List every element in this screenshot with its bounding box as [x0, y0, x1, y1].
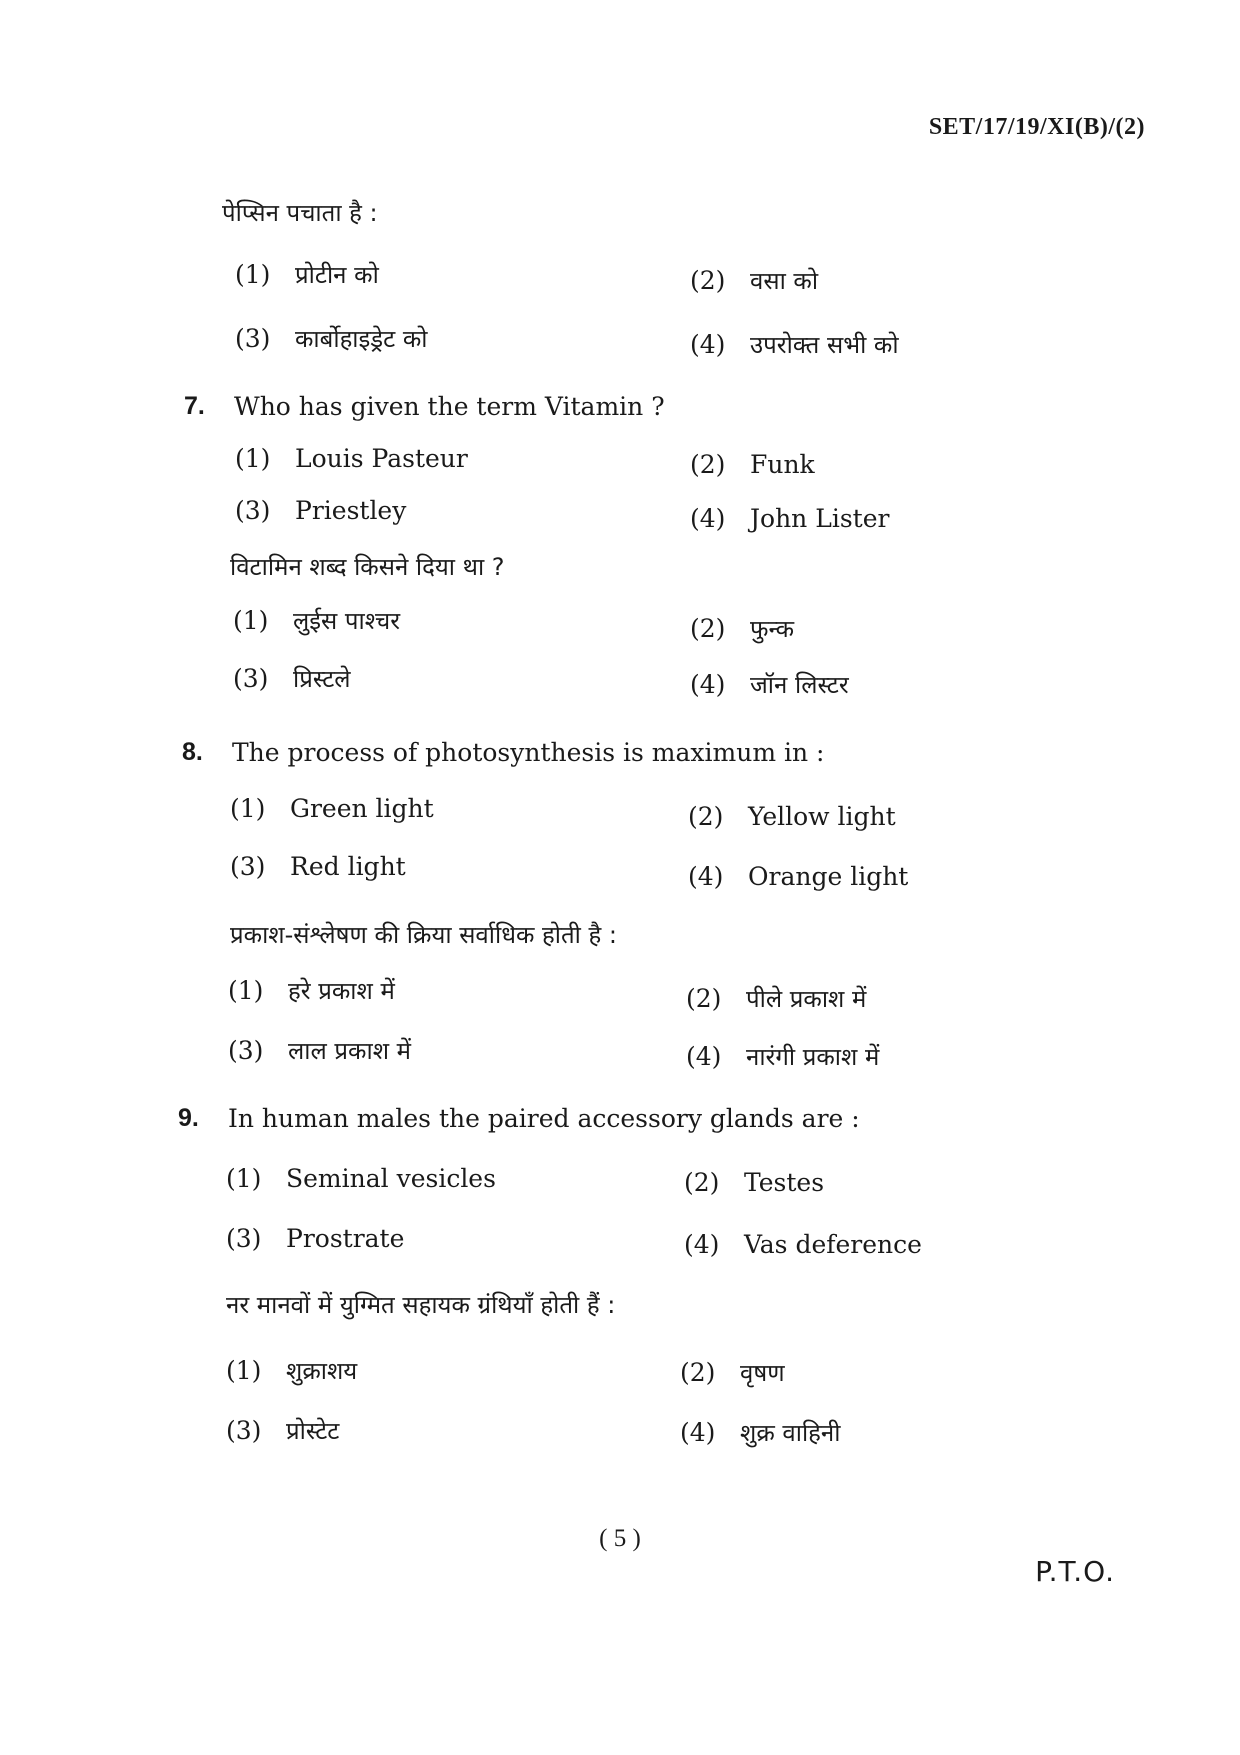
option-text: Funk — [750, 450, 815, 479]
option-number: (3) — [226, 1416, 262, 1445]
q9-hindi-option-1 — [226, 1354, 357, 1387]
q9-option-2 — [684, 1168, 824, 1197]
q7-hindi-option-2 — [690, 612, 794, 645]
option-number: (2) — [686, 984, 722, 1013]
option-number: (3) — [233, 664, 269, 693]
q8-option-2 — [688, 802, 896, 831]
option-number: (1) — [228, 976, 264, 1005]
question-text: Who has given the term Vitamin ? — [234, 392, 665, 421]
q9-hindi-option-3 — [226, 1414, 339, 1447]
option-text: Testes — [744, 1168, 825, 1197]
q7-hindi-option-4 — [690, 668, 849, 701]
option-number: (2) — [690, 266, 726, 295]
question-number: 7. — [184, 392, 205, 420]
q9-option-3 — [226, 1224, 404, 1253]
option-number: (4) — [690, 504, 726, 533]
question-text: In human males the paired accessory glands are : — [228, 1104, 860, 1133]
q9-option-4 — [684, 1230, 922, 1259]
option-text: उपरोक्त सभी को — [750, 331, 899, 359]
q9-hindi-option-4 — [680, 1416, 840, 1449]
option-text: लुईस पाश्चर — [293, 607, 401, 635]
option-text: वसा को — [750, 267, 819, 295]
option-number: (1) — [235, 260, 271, 289]
option-number: (3) — [235, 324, 271, 353]
page-number: ( 5 ) — [599, 1525, 641, 1552]
option-number: (1) — [226, 1356, 262, 1385]
option-number: (4) — [686, 1042, 722, 1071]
q7-question — [184, 392, 665, 421]
q7-hindi-question: विटामिन शब्द किसने दिया था ? — [230, 553, 505, 581]
option-text: Orange light — [748, 862, 909, 891]
option-number: (2) — [680, 1358, 716, 1387]
q8-hindi-question: प्रकाश-संश्लेषण की क्रिया सर्वाधिक होती है : — [230, 921, 617, 949]
option-text: प्रिस्टले — [293, 665, 351, 693]
option-text: नारंगी प्रकाश में — [746, 1043, 880, 1071]
option-number: (2) — [690, 450, 726, 479]
option-text: Seminal vesicles — [286, 1164, 496, 1193]
q9-hindi-question: नर मानवों में युग्मित सहायक ग्रंथियाँ होती हैं : — [226, 1291, 616, 1319]
option-number: (4) — [688, 862, 724, 891]
option-text: लाल प्रकाश में — [288, 1037, 411, 1065]
q8-hindi-option-2 — [686, 982, 866, 1015]
option-text: शुक्र वाहिनी — [740, 1419, 841, 1447]
set-code: SET/17/19/XI(B)/(2) — [928, 114, 1145, 140]
q6-hindi-option-3 — [235, 322, 428, 355]
q7-option-1 — [235, 444, 468, 473]
option-number: (3) — [226, 1224, 262, 1253]
option-number: (2) — [688, 802, 724, 831]
question-number: 8. — [182, 738, 203, 766]
q7-option-2 — [690, 450, 815, 479]
q7-option-3 — [235, 496, 406, 525]
q8-option-4 — [688, 862, 908, 891]
option-number: (2) — [690, 614, 726, 643]
option-number: (3) — [228, 1036, 264, 1065]
option-text: Yellow light — [748, 802, 896, 831]
option-text: फुन्क — [750, 615, 795, 643]
option-text: John Lister — [750, 504, 890, 533]
q6-hindi-option-4 — [690, 328, 899, 361]
q6-hindi-option-2 — [690, 264, 818, 297]
q7-hindi-option-1 — [233, 604, 400, 637]
option-text: Priestley — [295, 496, 407, 525]
option-text: पीले प्रकाश में — [746, 985, 867, 1013]
option-number: (4) — [684, 1230, 720, 1259]
option-number: (4) — [690, 670, 726, 699]
option-text: Red light — [290, 852, 406, 881]
option-number: (1) — [226, 1164, 262, 1193]
option-text: Prostrate — [286, 1224, 405, 1253]
option-text: शुक्राशय — [286, 1357, 358, 1385]
q6-hindi-option-1 — [235, 258, 379, 291]
option-text: प्रोस्टेट — [286, 1417, 340, 1445]
question-text: The process of photosynthesis is maximum in : — [232, 738, 825, 767]
option-text: Green light — [290, 794, 434, 823]
q8-question — [182, 738, 825, 767]
option-number: (3) — [230, 852, 266, 881]
q7-hindi-option-3 — [233, 662, 351, 695]
option-number: (3) — [235, 496, 271, 525]
option-number: (4) — [690, 330, 726, 359]
option-text: वृषण — [740, 1359, 785, 1387]
option-text: कार्बोहाइड्रेट को — [295, 325, 428, 353]
q7-option-4 — [690, 504, 889, 533]
q6-hindi-question: पेप्सिन पचाता है : — [222, 199, 378, 227]
option-text: Louis Pasteur — [295, 444, 468, 473]
q8-hindi-option-4 — [686, 1040, 879, 1073]
option-text: जॉन लिस्टर — [750, 671, 849, 699]
q8-hindi-option-1 — [228, 974, 395, 1007]
pto-note: P.T.O. — [1035, 1555, 1115, 1588]
question-number: 9. — [178, 1104, 199, 1132]
q8-option-1 — [230, 794, 434, 823]
option-text: Vas deference — [744, 1230, 922, 1259]
option-number: (1) — [230, 794, 266, 823]
option-number: (4) — [680, 1418, 716, 1447]
q8-option-3 — [230, 852, 406, 881]
option-text: हरे प्रकाश में — [288, 977, 395, 1005]
option-text: प्रोटीन को — [295, 261, 379, 289]
option-number: (1) — [233, 606, 269, 635]
q9-hindi-option-2 — [680, 1356, 785, 1389]
option-number: (1) — [235, 444, 271, 473]
q9-option-1 — [226, 1164, 496, 1193]
option-number: (2) — [684, 1168, 720, 1197]
q9-question — [178, 1104, 860, 1133]
q8-hindi-option-3 — [228, 1034, 411, 1067]
